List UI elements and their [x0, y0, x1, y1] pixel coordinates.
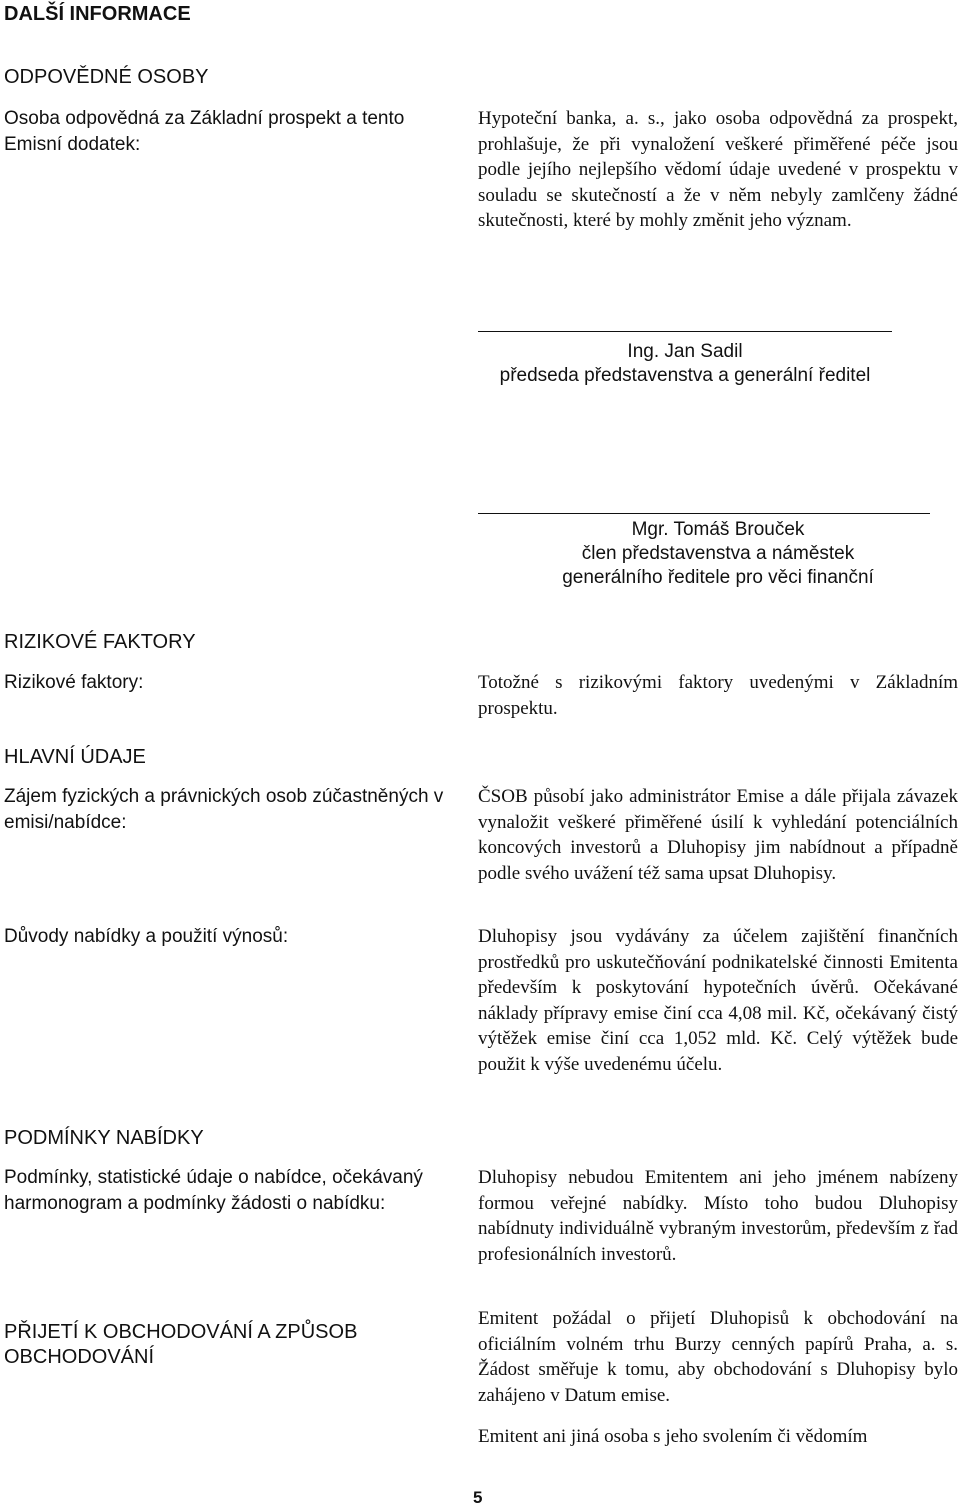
risk-factors-text: Totožné s rizikovými faktory uvedenými v Základním prospektu. [478, 672, 958, 719]
trading-text-2: Emitent ani jiná osoba s jeho svolením či vědomím [478, 1426, 868, 1447]
page-number: 5 [473, 1488, 483, 1507]
signature-block-1 [468, 340, 902, 388]
responsible-persons-heading: ODPOVĚDNÉ OSOBY [4, 66, 209, 88]
trading-heading: PŘIJETÍ K OBCHODOVÁNÍ A ZPŮSOB OBCHODOVÁNÍ [4, 1321, 358, 1368]
signature-line-1 [478, 331, 892, 332]
responsible-persons-text: Hypoteční banka, a. s., jako osoba odpovědná za prospekt, prohlašuje, že při vynaložení veškeré přiměřené péče jsou podle jejího nejlepšího vědomí údaje uvedené v prospektu v souladu se skutečností a že v něm nebyly zamlčeny žádné skutečnosti, které by mohly změnit jeho význam. [478, 108, 958, 231]
risk-factors-heading: RIZIKOVÉ FAKTORY [4, 631, 196, 653]
signatory-name: Mgr. Tomáš Brouček [631, 519, 805, 540]
trading-text-1: Emitent požádal o přijetí Dluhopisů k obchodování na oficiálním volném trhu Burzy cenných papírů Praha, a. s. Žádost směřuje k tomu, aby obchodování s Dluhopisy bylo zahájeno v Datum emise. [478, 1308, 958, 1406]
offer-conditions-text: Dluhopisy nebudou Emitentem ani jeho jménem nabízeny formou veřejné nabídky. Místo toho budou Dluhopisy nabídnuty individuálně vybraným investorům, především z řad profesionálních investorů. [478, 1167, 958, 1265]
offer-conditions-label: Podmínky, statistické údaje o nabídce, očekávaný harmonogram a podmínky žádosti o nabídku: [4, 1167, 423, 1214]
signatory-role: člen představenstva a náměstek generálního ředitele pro věci finanční [562, 543, 874, 588]
signatory-role: předseda představenstva a generální ředitel [499, 365, 871, 386]
risk-factors-label: Rizikové faktory: [4, 672, 144, 693]
reasons-label: Důvody nabídky a použití výnosů: [4, 926, 289, 947]
interest-label: Zájem fyzických a právnických osob zúčastněných v emisi/nabídce: [4, 786, 444, 833]
key-info-heading: HLAVNÍ ÚDAJE [4, 746, 146, 768]
signatory-name: Ing. Jan Sadil [627, 341, 743, 362]
signature-line-2 [478, 513, 930, 514]
signature-block-2 [478, 518, 958, 590]
interest-text: ČSOB působí jako administrátor Emise a dále přijala závazek vynaložit veškeré přiměřené úsilí k vyhledání potenciálních koncových investorů a Dluhopisy jim nabídnout a případně podle svého uvážení též sama upsat Dluhopisy. [478, 786, 958, 884]
responsible-persons-label: Osoba odpovědná za Základní prospekt a tento Emisní dodatek: [4, 108, 405, 155]
reasons-text: Dluhopisy jsou vydávány za účelem zajištění finančních prostředků pro uskutečňování podnikatelské činnosti Emitenta především k poskytování hypotečních úvěrů. Očekávané náklady přípravy emise činí cca 4,08 mil. Kč, očekávaný čistý výtěžek emise činí cca 1,052 mld. Kč. Celý výtěžek bude použit k výše uvedenému účelu. [478, 926, 958, 1075]
section-title: DALŠÍ INFORMACE [4, 3, 191, 25]
offer-conditions-heading: PODMÍNKY NABÍDKY [4, 1127, 204, 1149]
